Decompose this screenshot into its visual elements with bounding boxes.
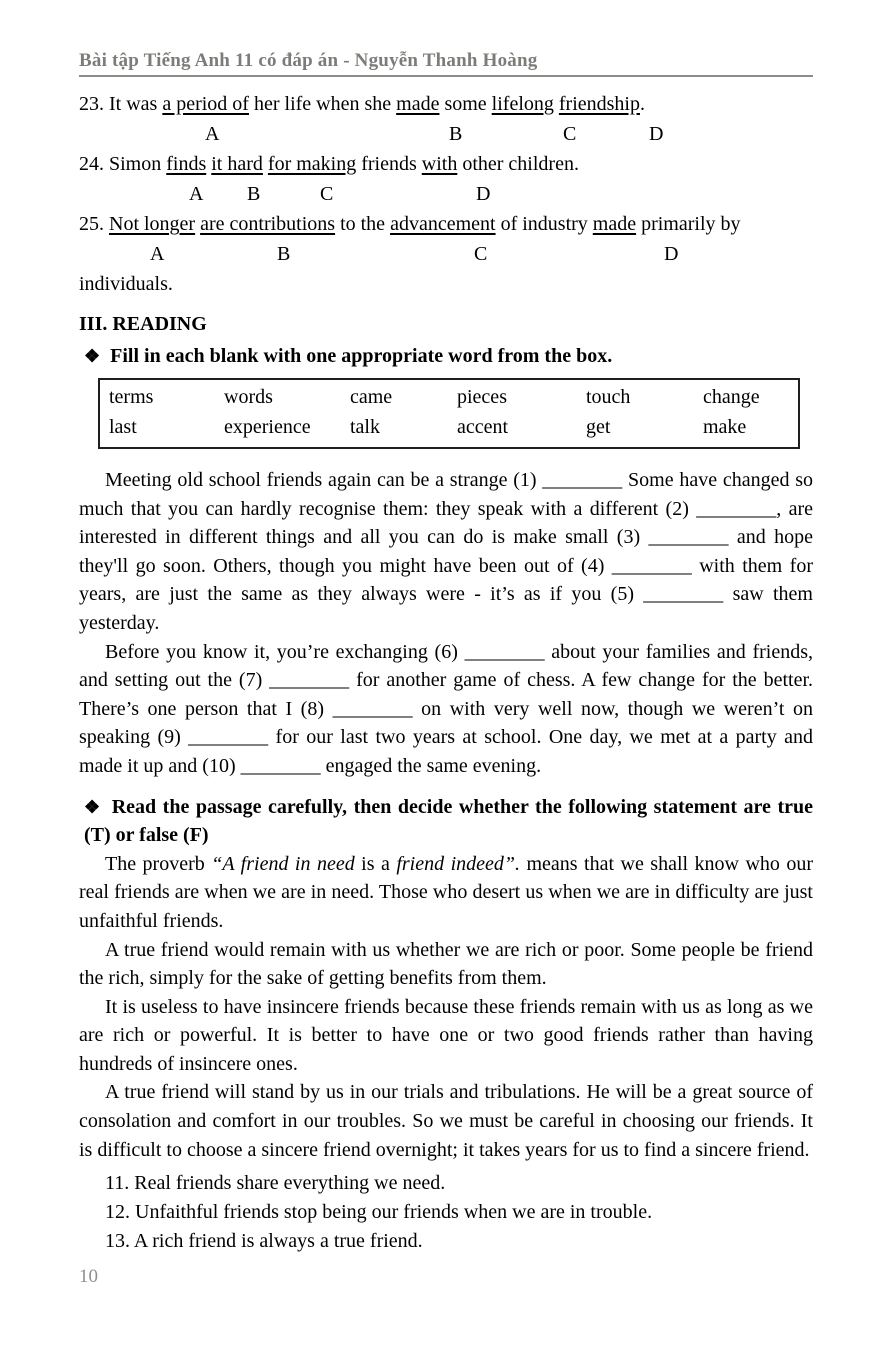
- text-segment: advancement: [390, 213, 496, 235]
- text-segment: primarily by: [636, 213, 741, 235]
- text-segment: is a: [354, 852, 397, 875]
- answer-letter-d: D: [649, 123, 664, 145]
- text-segment: to the: [335, 213, 391, 235]
- passage-paragraph-2: A true friend would remain with us whether we are rich or poor. Some people be friend the rich, simply for the sake of getting benefits from them.: [79, 938, 813, 990]
- answer-letter-a: A: [189, 183, 204, 205]
- text-segment: for making: [267, 153, 357, 175]
- word-box-word: last: [109, 416, 137, 438]
- text-segment: friends: [356, 153, 422, 175]
- text-segment: .: [639, 93, 645, 115]
- text-segment: her life when she: [248, 93, 397, 115]
- word-box-word: talk: [350, 416, 380, 438]
- question-25: [79, 209, 813, 239]
- text-segment: friendship: [558, 93, 640, 115]
- answer-letters-23: [79, 119, 813, 149]
- answer-letter-a: A: [150, 243, 165, 265]
- text-segment: “A friend in need: [211, 852, 355, 875]
- word-box-word: get: [586, 416, 611, 438]
- text-segment: Not longer: [109, 213, 196, 235]
- text-segment: a period of: [162, 93, 249, 115]
- text-segment: friend indeed”.: [396, 852, 521, 875]
- answer-letter-c: C: [474, 243, 488, 265]
- question-24: [79, 149, 813, 179]
- word-box-word: experience: [224, 416, 311, 438]
- passage-paragraph-3: It is useless to have insincere friends because these friends remain with us as long as we are rich or powerful. It is better to have one or two good friends rather than having hundreds of insincere ones.: [79, 995, 813, 1075]
- task-true-false: [79, 793, 813, 850]
- answer-letter-d: D: [664, 243, 679, 265]
- page-number: 10: [79, 1266, 98, 1288]
- statement-11: 11. Real friends share everything we need.: [105, 1172, 446, 1195]
- answer-letter-b: B: [277, 243, 291, 265]
- word-box-word: pieces: [457, 386, 507, 408]
- text-segment: some: [439, 93, 492, 115]
- passage-paragraph-4: A true friend will stand by us in our trials and tribulations. He will be a great source of consolation and comfort in our troubles. So we must be careful in choosing our friends. It is difficult to choose a sincere friend overnight; it takes years for us to find a sincere friend.: [79, 1081, 813, 1161]
- word-box-row-2: [109, 412, 798, 442]
- text-segment: means that we shall know who our real friends are when we are in need. Those who desert us when we are in difficulty are just unfaithful friends.: [79, 852, 814, 932]
- word-box-word: change: [703, 386, 760, 408]
- answer-letter-c: C: [563, 123, 577, 145]
- word-box-word: terms: [109, 386, 154, 408]
- text-segment: finds: [166, 153, 207, 175]
- text-segment: it hard: [211, 153, 263, 175]
- text-segment: with: [421, 153, 458, 175]
- answer-letter-b: B: [247, 183, 261, 205]
- word-box-row-1: [109, 382, 798, 412]
- section-title-reading: III. READING: [79, 313, 207, 335]
- question-23: [79, 89, 813, 119]
- book-title: Bài tập Tiếng Anh 11 có đáp án - Nguyễn Thanh Hoàng: [79, 50, 538, 71]
- page-header: [79, 50, 813, 77]
- task-fill-blanks: [79, 341, 813, 371]
- word-box-word: make: [703, 416, 747, 438]
- diamond-bullet-icon: ❖: [84, 796, 102, 817]
- text-segment: made: [592, 213, 637, 235]
- answer-letters-24: [79, 179, 813, 209]
- task-true-false-text: Read the passage carefully, then decide whether the following statement are true (T) or false (F): [84, 795, 814, 847]
- word-box-word: accent: [457, 416, 509, 438]
- statement-12: 12. Unfaithful friends stop being our friends when we are in trouble.: [105, 1201, 653, 1224]
- diamond-bullet-icon: ❖: [84, 346, 101, 366]
- answer-letter-a: A: [205, 123, 220, 145]
- text-segment: 24. Simon: [79, 153, 167, 175]
- question-25-continuation: individuals.: [79, 273, 173, 295]
- task-fill-blanks-text: Fill in each blank with one appropriate word from the box.: [110, 345, 613, 367]
- passage-paragraph-proverb: [79, 850, 813, 936]
- answer-letter-b: B: [449, 123, 463, 145]
- text-segment: lifelong: [491, 93, 554, 115]
- text-segment: 23. It was: [79, 93, 163, 115]
- word-box-word: words: [224, 386, 273, 408]
- text-segment: other children.: [457, 153, 579, 175]
- gap-fill-paragraph-1: Meeting old school friends again can be a strange (1) ________ Some have changed so much that you can hardly recognise them: they speak with a different (2) ________, are interested in different things and all you can do is make small (3) ________ and hope they'll go soon. Others, though you might have been out of (4) ________ with them for years, are just the same as they always were - it’s as if you (5) ________ saw them yesterday.: [79, 469, 813, 634]
- text-segment: are contributions: [200, 213, 336, 235]
- answer-letter-d: D: [476, 183, 491, 205]
- word-box-word: came: [350, 386, 393, 408]
- answer-letter-c: C: [320, 183, 334, 205]
- word-box-word: touch: [586, 386, 631, 408]
- word-box: [98, 378, 800, 449]
- text-segment: The proverb: [105, 852, 212, 875]
- gap-fill-paragraph-2: Before you know it, you’re exchanging (6) ________ about your families and friends, and setting out the (7) ________ for another game of chess. A few change for the better. There’s one person that I (8) ________ on with very well now, though we weren’t on speaking (9) ________ for our last two years at school. One day, we met at a party and made it up and (10) ________ engaged the same evening.: [79, 640, 813, 777]
- text-segment: 25.: [79, 213, 109, 235]
- text-segment: of industry: [495, 213, 593, 235]
- answer-letters-25: [79, 239, 813, 269]
- statement-13: 13. A rich friend is always a true friend.: [105, 1230, 423, 1253]
- text-segment: made: [396, 93, 440, 115]
